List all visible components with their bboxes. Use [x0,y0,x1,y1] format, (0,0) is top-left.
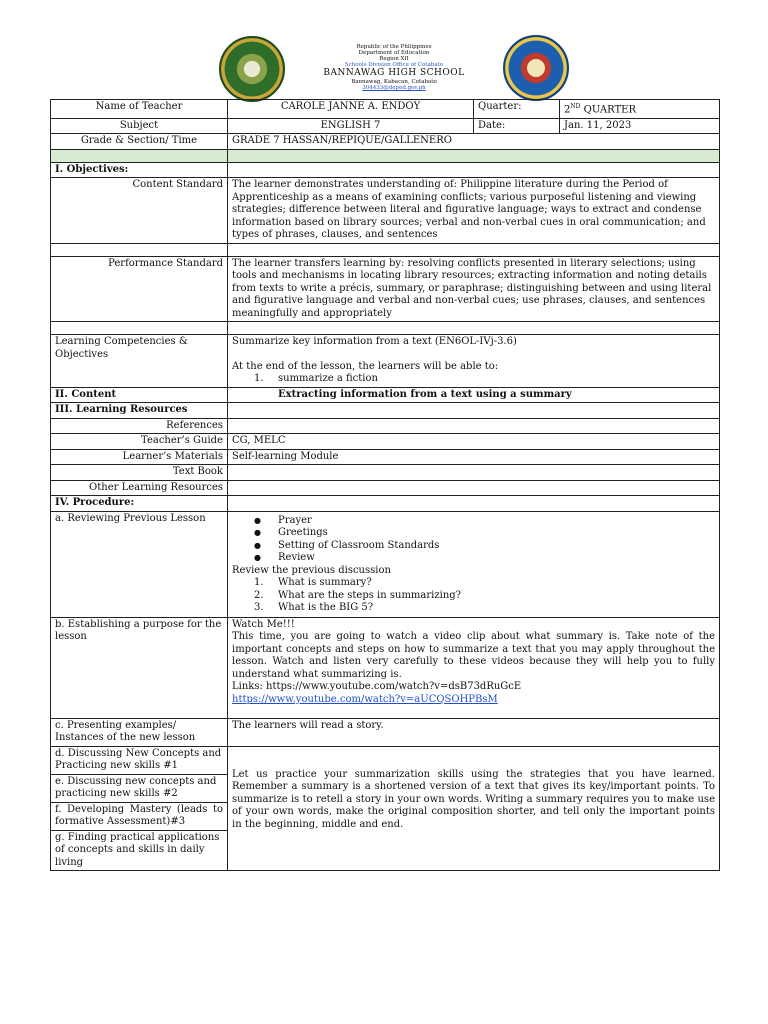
performance-standard-text: The learner transfers learning by: resolving conflicts presented in literary selections; using tools and mechanisms in locating library resources; extracting information and noting details from texts to write a précis, summary, or paraphrase; distinguishing between and using literal and figurative language and verbal and non-verbal cues; use phrases, clauses, and sentences meaningfully and appropriately [228,256,720,322]
other-resources-value [228,480,720,496]
discuss1-row [51,746,720,774]
objective-list [232,373,715,386]
list-item: ● Prayer [254,515,715,528]
list-item: 1. What is summary? [254,577,372,589]
text-book-label: Text Book [51,465,228,481]
resources-heading: III. Learning Resources [51,403,228,419]
content-heading: II. Content [51,387,228,403]
text-book-row [51,465,720,481]
video-link[interactable]: https://www.youtube.com/watch?v=aUCQSOHPBsM [232,693,498,705]
review-row [51,511,720,617]
teachers-guide-row [51,434,720,450]
quarter-number: 2 [564,104,571,116]
purpose-label: b. Establishing a purpose for the lesson [51,617,228,718]
date-label: Date: [474,118,560,134]
document-header [0,0,768,100]
purpose-text: This time, you are going to watch a video clip about what summary is. Take note of the important concepts and steps on how to summarize a text that you may apply throughout the lesson. Watch and listen very carefully to these videos because they will help you to fully understand what summarizing is. [232,631,715,680]
header-line-3: Region XII [379,56,409,63]
grade-label: Grade & Section/ Time [51,134,228,150]
competency-text: Summarize key information from a text (EN6OL-IVj-3.6) [232,336,517,348]
teachers-guide-value: CG, MELC [228,434,720,450]
other-resources-label: Other Learning Resources [51,480,228,496]
examples-row [51,718,720,746]
review-label: a. Reviewing Previous Lesson [51,511,228,617]
teacher-row [51,100,720,119]
other-resources-row [51,480,720,496]
date-value: Jan. 11, 2023 [560,118,720,134]
spacer-row [51,243,720,256]
content-row [51,387,720,403]
discuss1-label: d. Discussing New Concepts and Practicing new skills #1 [51,746,228,774]
school-seal-icon [503,35,569,101]
purpose-cell [228,617,720,718]
discuss2-label: e. Discussing new concepts and practicing new skills #2 [51,774,228,802]
quarter-suffix: ND [570,103,581,110]
examples-text: The learners will read a story. [228,718,720,746]
list-item: ● Setting of Classroom Standards [254,540,715,553]
list-item: 3. What is the BIG 5? [254,602,374,614]
list-item: ● Review [254,552,715,565]
learners-materials-row [51,449,720,465]
quarter-label: Quarter: [474,100,560,119]
review-intro: Review the previous discussion [232,564,391,576]
examples-label: c. Presenting examples/ Instances of the new lesson [51,718,228,746]
objectives-heading-row [51,162,720,178]
header-text [284,44,504,91]
school-address: Bannawag, Kabacan, Cotabato [351,79,437,86]
learners-materials-value: Self-learning Module [228,449,720,465]
references-label: References [51,418,228,434]
school-name: BANNAWAG HIGH SCHOOL [323,68,465,79]
objectives-heading: I. Objectives: [51,162,228,178]
review-bullet-list [232,515,715,565]
green-spacer-row [51,149,720,162]
daily-lesson-log-table [50,99,720,871]
procedure-heading-row [51,496,720,512]
grade-value: GRADE 7 HASSAN/REPIQUE/GALLENERO [228,134,720,150]
applications-label: g. Finding practical applications of concepts and skills in daily living [51,830,228,871]
subject-label: Subject [51,118,228,134]
purpose-title: Watch Me!!! [232,618,295,630]
end-of-lesson-text: At the end of the lesson, the learners will be able to: [232,360,499,372]
references-value [228,418,720,434]
quarter-value [560,100,720,119]
review-question-list [232,577,715,615]
resources-heading-row [51,403,720,419]
content-topic: Extracting information from a text using a summary [228,387,720,403]
subject-row [51,118,720,134]
list-item: 1. summarize a fiction [254,373,378,385]
learners-materials-label: Learner’s Materials [51,449,228,465]
purpose-row [51,617,720,718]
subject-value: ENGLISH 7 [228,118,474,134]
deped-seal-icon [219,36,285,102]
performance-standard-row [51,256,720,322]
school-email-link[interactable]: 304433@deped.gov.ph [362,85,426,92]
header-division: Schools Division Office of Cotabato [344,62,444,69]
content-standard-row [51,178,720,244]
teacher-name: CAROLE JANNE A. ENDOY [228,100,474,119]
references-row [51,418,720,434]
procedure-heading: IV. Procedure: [51,496,228,512]
competencies-label: Learning Competencies & Objectives [51,335,228,388]
grade-row [51,134,720,150]
content-standard-label: Content Standard [51,178,228,244]
list-item: ● Greetings [254,527,715,540]
review-cell [228,511,720,617]
teachers-guide-label: Teacher’s Guide [51,434,228,450]
quarter-text: QUARTER [580,104,637,116]
text-book-value [228,465,720,481]
practice-text: Let us practice your summarization skills using the strategies that you have learned. Remember a summary is a shortened version of a text that gives its key/important points. To summarize is to retell a story in your own words. Writing a summary requires you to make use of your own words, make the original composition shorter, and tell only the important points in the beginning, middle and end. [228,746,720,871]
competencies-row [51,335,720,388]
performance-standard-label: Performance Standard [51,256,228,322]
mastery-label: f. Developing Mastery (leads to formative Assessment)#3 [51,802,228,830]
teacher-label: Name of Teacher [51,100,228,119]
content-standard-text: The learner demonstrates understanding of: Philippine literature during the Period of Apprenticeship as a means of examining conflicts; various purposeful listening and viewing strategies; difference between literal and figurative language; ways to extract and condense information based on library sources; verbal and non-verbal cues in oral communication; and types of phrases, clauses, and sentences [228,178,720,244]
links-text: Links: https://www.youtube.com/watch?v=dsB73dRuGcE [232,681,522,693]
header-line-2: Department of Education [358,50,430,57]
list-item: 2. What are the steps in summarizing? [254,589,462,601]
competencies-cell [228,335,720,388]
header-line-1: Republic of the Philippines [356,44,432,50]
spacer-row [51,322,720,335]
